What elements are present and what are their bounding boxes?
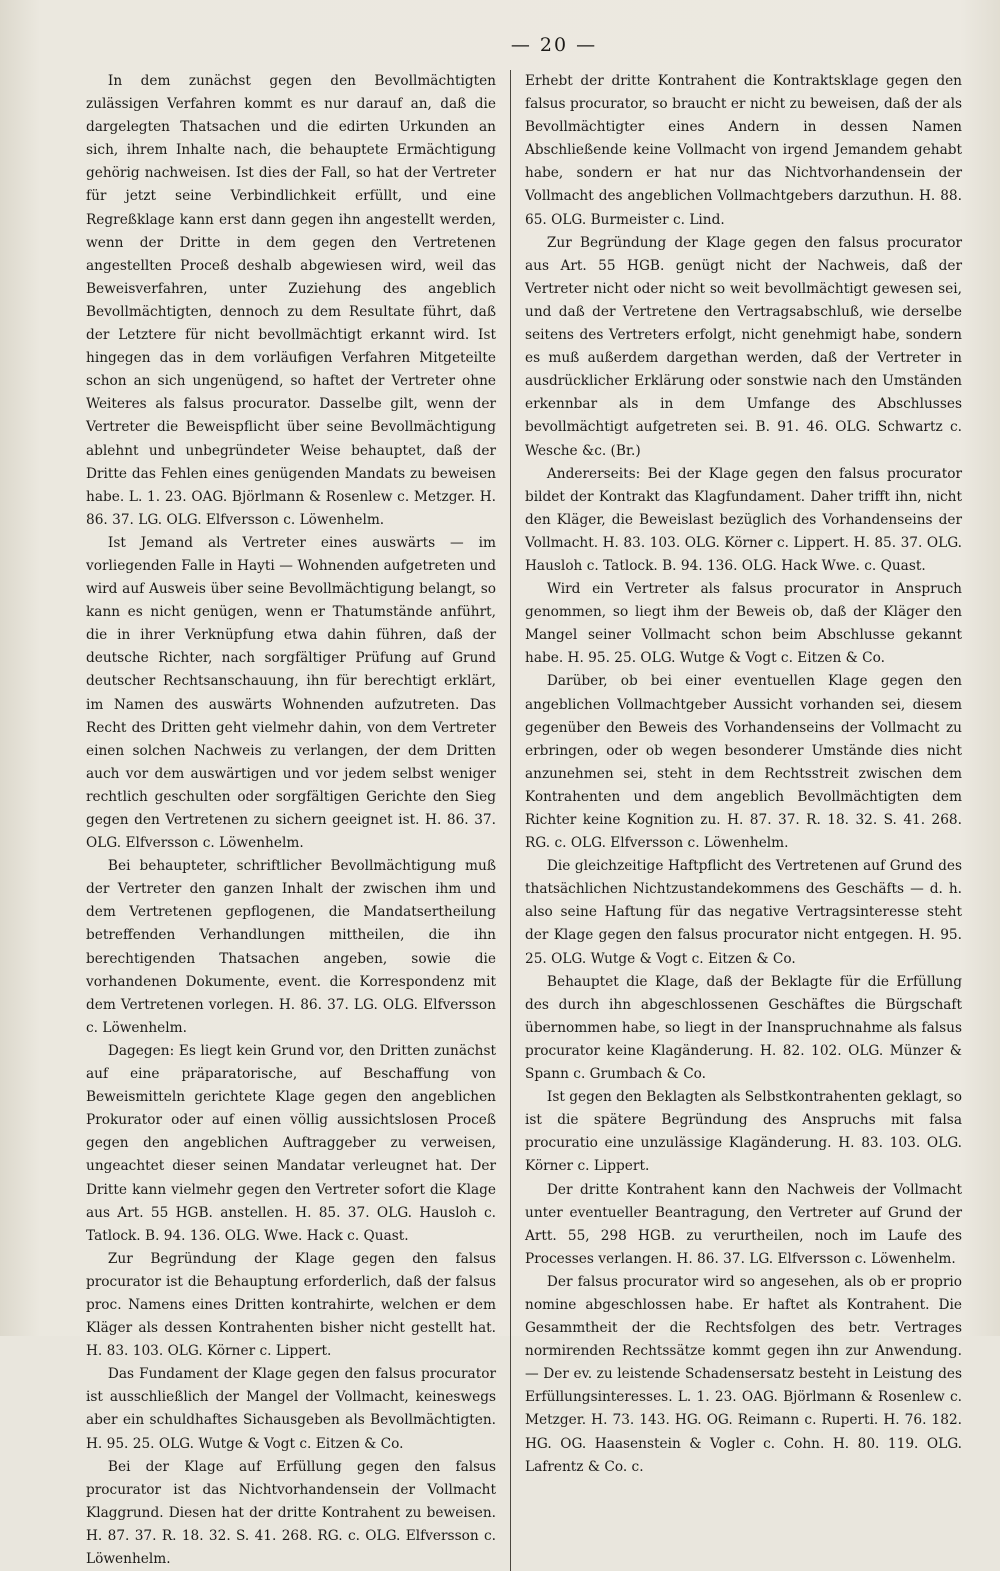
paragraph: Dagegen: Es liegt kein Grund vor, den Dritten zunächst auf eine präparatorische, auf Beschaffung von Beweismitteln gerichtete Klage gegen den angeblichen Prokurator oder auf einen völlig aussichtslosen Proceß gegen den angeblichen Auftraggeber zu verweisen, ungeachtet dieser seinen Mandatar verleugnet hat. Der Dritte kann vielmehr gegen den Vertreter sofort die Klage aus Art. 55 HGB. anstellen. H. 85. 37. OLG. Hausloh c. Tatlock. B. 94. 136. OLG. Wwe. Hack c. Quast. bbox=[86, 1042, 496, 1244]
paragraph: In dem zunächst gegen den Bevollmächtigten zulässigen Verfahren kommt es nur darauf an, daß die dargelegten Thatsachen und die edirten Urkunden an sich, ihrem Inhalte nach, die behauptete Ermächtigung gehörig nachweisen. Ist dies der Fall, so hat der Vertreter für jetzt seine Verbindlichkeit erfüllt, und eine Regreßklage kann erst dann gegen ihn angestellt werden, wenn der Dritte in dem gegen den Vertretenen angestellten Proceß deshalb abgewiesen wird, weil das Beweisverfahren, unter Zuziehung des angeblich Bevollmächtigten, dennoch zu dem Resultate führt, daß der Letztere für nicht bevollmächtigt erkannt wird. Ist hingegen das in dem vorläufigen Verfahren Mitgeteilte schon an sich ungenügend, so haftet der Vertreter ohne Weiteres als falsus procurator. Dasselbe gilt, wenn der Vertreter die Beweispflicht über seine Bevollmächtigung ablehnt und unbegründeter Weise behauptet, daß der Dritte das Fehlen eines genügenden Mandats zu beweisen habe. L. 1. 23. OAG. Björlmann & Rosenlew c. Metzger. H. 86. 37. LG. OLG. Elfversson c. Löwenhelm. bbox=[86, 73, 496, 528]
text-columns bbox=[86, 70, 962, 1571]
paragraph: Der dritte Kontrahent kann den Nachweis der Vollmacht unter eventueller Beantragung, den Vertreter auf Grund der Artt. 55, 298 HGB. zu verurtheilen, noch im Laufe des Processes verlangen. H. 86. 37. LG. Elfversson c. Löwenhelm. bbox=[525, 1181, 962, 1267]
page-number: — 20 — bbox=[510, 34, 598, 56]
paragraph: Erhebt der dritte Kontrahent die Kontraktsklage gegen den falsus procurator, so braucht er nicht zu beweisen, daß der als Bevollmächtigter eines Andern in dessen Namen Abschließende keine Vollmacht von irgend Jemandem gehabt habe, sondern er hat nur das Nichtvorhandensein der Vollmacht des angeblichen Vollmachtgebers darzuthun. H. 88. 65. OLG. Burmeister c. Lind. bbox=[525, 73, 962, 228]
paragraph: Das Fundament der Klage gegen den falsus procurator ist ausschließlich der Mangel der Vollmacht, keineswegs aber ein schuldhaftes Sichausgeben als Bevollmächtigten. H. 95. 25. OLG. Wutge & Vogt c. Eitzen & Co. bbox=[86, 1366, 496, 1452]
paragraph: Der falsus procurator wird so angesehen, als ob er proprio nomine abgeschlossen habe. Er haftet als Kontrahent. Die Gesammtheit der die Rechtsfolgen des betr. Vertrages normirenden Rechtssätze kommt gegen ihn zur Anwendung. — Der ev. zu leistende Schadensersatz besteht in Leistung des Erfüllungsinteresses. L. 1. 23. OAG. Björlmann & Rosenlew c. Metzger. H. 73. 143. HG. OG. Reimann c. Ruperti. H. 76. 182. HG. OG. Haasenstein & Vogler c. Cohn. H. 80. 119. OLG. Lafrentz & Co. c. bbox=[525, 1273, 962, 1475]
paragraph: Darüber, ob bei einer eventuellen Klage gegen den angeblichen Vollmachtgeber Aussicht vorhanden sei, diesem gegenüber den Beweis des Vorhandenseins der Vollmacht zu erbringen, oder ob wegen besonderer Umstände dies nicht anzunehmen sei, steht in dem Rechtsstreit zwischen dem Kontrahenten und dem angeblich Bevollmächtigten dem Richter keine Kognition zu. H. 87. 37. R. 18. 32. S. 41. 268. RG. c. OLG. Elfversson c. Löwenhelm. bbox=[525, 673, 962, 852]
paragraph: Behauptet die Klage, daß der Beklagte für die Erfüllung des durch ihn abgeschlossenen Geschäftes die Bürgschaft übernommen habe, so liegt in der Inanspruchnahme als falsus procurator keine Klagänderung. H. 82. 102. OLG. Münzer & Spann c. Grumbach & Co. bbox=[525, 973, 962, 1083]
right-column bbox=[510, 70, 962, 1571]
paragraph: Zur Begründung der Klage gegen den falsus procurator aus Art. 55 HGB. genügt nicht der Nachweis, daß der Vertreter nicht oder nicht so weit bevollmächtigt gewesen sei, und daß der Vertretene den Vertragsabschluß, wie derselbe seitens des Vertreters erfolgt, nicht genehmigt habe, sondern es muß außerdem dargethan werden, daß der Vertreter in ausdrücklicher Erklärung oder sonstwie nach den Umständen erkennbar als in dem Umfange des Abschlusses bevollmächtigt aufgetreten sei. B. 91. 46. OLG. Schwartz c. Wesche &c. (Br.) bbox=[525, 234, 962, 459]
paragraph: Bei behaupteter, schriftlicher Bevollmächtigung muß der Vertreter den ganzen Inhalt der zwischen ihm und dem Vertretenen gepflogenen, die Mandatsertheilung betreffenden Verhandlungen mittheilen, die ihn berechtigenden Thatsachen angeben, sowie die vorhandenen Dokumente, event. die Korrespondenz mit dem Vertretenen vorlegen. H. 86. 37. LG. OLG. Elfversson c. Löwenhelm. bbox=[86, 858, 496, 1036]
paragraph: Zur Begründung der Klage gegen den falsus procurator ist die Behauptung erforderlich, daß der falsus proc. Namens eines Dritten kontrahirte, welchen er dem Kläger als dessen Kontrahenten bisher nicht gestellt hat. H. 83. 103. OLG. Körner c. Lippert. bbox=[86, 1250, 496, 1360]
left-column bbox=[86, 70, 510, 1571]
paragraph: Ist gegen den Beklagten als Selbstkontrahenten geklagt, so ist die spätere Begründung des Anspruchs mit falsa procuratio eine unzulässige Klagänderung. H. 83. 103. OLG. Körner c. Lippert. bbox=[525, 1089, 962, 1175]
paragraph: Wird ein Vertreter als falsus procurator in Anspruch genommen, so liegt ihm der Beweis ob, daß der Kläger den Mangel seiner Vollmacht schon beim Abschlusse gekannt habe. H. 95. 25. OLG. Wutge & Vogt c. Eitzen & Co. bbox=[525, 581, 962, 667]
paragraph: Ist Jemand als Vertreter eines auswärts — im vorliegenden Falle in Hayti — Wohnenden aufgetreten und wird auf Ausweis über seine Bevollmächtigung belangt, so kann es nicht genügen, wenn er Thatumstände anführt, die in ihrer Verknüpfung etwa dahin führen, daß der deutsche Richter, nach sorgfältiger Prüfung auf Grund deutscher Rechtsanschauung, ihn für berechtigt erklärt, im Namen des auswärts Wohnenden aufzutreten. Das Recht des Dritten geht vielmehr dahin, von dem Vertreter einen solchen Nachweis zu verlangen, der dem Dritten auch vor dem auswärtigen und vor jedem selbst weniger rechtlich geschulten oder sorgfältigen Gerichte den Sieg gegen den Vertretenen zu sichern geeignet ist. H. 86. 37. OLG. Elfversson c. Löwenhelm. bbox=[86, 534, 496, 852]
paragraph: Bei der Klage auf Erfüllung gegen den falsus procurator ist das Nichtvorhandensein der Vollmacht Klaggrund. Diesen hat der dritte Kontrahent zu beweisen. H. 87. 37. R. 18. 32. S. 41. 268. RG. c. OLG. Elfversson c. Löwenhelm. bbox=[86, 1458, 496, 1567]
paragraph: Andererseits: Bei der Klage gegen den falsus procurator bildet der Kontrakt das Klagfundament. Daher trifft ihn, nicht den Kläger, die Beweislast bezüglich des Vorhandenseins der Vollmacht. H. 83. 103. OLG. Körner c. Lippert. H. 85. 37. OLG. Hausloh c. Tatlock. B. 94. 136. OLG. Hack Wwe. c. Quast. bbox=[525, 465, 962, 574]
paragraph: Die gleichzeitige Haftpflicht des Vertretenen auf Grund des thatsächlichen Nichtzustandekommens des Geschäfts — d. h. also seine Haftung für das negative Vertragsinteresse steht der Klage gegen den falsus procurator nicht entgegen. H. 95. 25. OLG. Wutge & Vogt c. Eitzen & Co. bbox=[525, 858, 962, 967]
